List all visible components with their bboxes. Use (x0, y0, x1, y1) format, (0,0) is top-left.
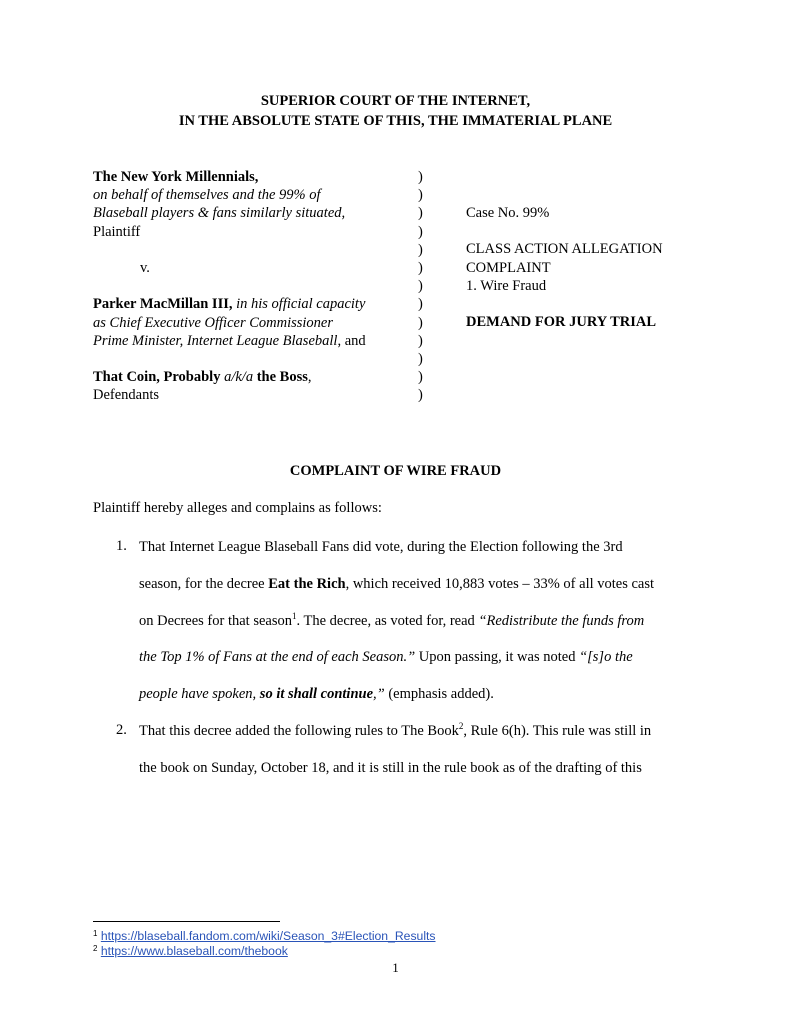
quote-text: ,” (373, 686, 385, 703)
defendant-2-line (93, 368, 366, 386)
paren: ) (418, 169, 423, 185)
defendant-1-line-1 (93, 295, 366, 313)
quote-text: people have spoken, (139, 686, 260, 703)
paren: ) (418, 387, 423, 404)
paren: ) (418, 296, 423, 313)
paren: ) (418, 223, 423, 240)
plaintiff-description-2: Blaseball players & fans similarly situated, (93, 205, 346, 222)
footnote-1-link[interactable]: https://blaseball.fandom.com/wiki/Season_3#Election_Results (100, 929, 436, 943)
caption-parties (93, 168, 366, 405)
text-run: That Internet League Blaseball Fans did vote, during the Election following the 3rd (139, 539, 623, 555)
text-run: That this decree added the following rules to The Book (139, 723, 459, 739)
paren: ) (418, 241, 423, 258)
defendant-1-capacity: in his official capacity (236, 296, 366, 313)
paragraph-line (139, 685, 699, 722)
defendant-1-line-3 (93, 332, 366, 350)
defendants-role: Defendants (93, 387, 160, 404)
text-run: Upon passing, it was noted (415, 649, 580, 666)
case-number: Case No. 99% (466, 205, 550, 221)
caption-parentheses (418, 168, 423, 405)
text-run: season, for the decree (139, 575, 269, 592)
paragraph-line (139, 722, 699, 759)
versus: v. (140, 260, 150, 277)
paren: ) (418, 278, 423, 295)
paragraph-line (139, 575, 699, 612)
footnote-separator (93, 921, 280, 922)
defendant-2-name-b: the Boss (256, 369, 308, 386)
paragraph-1 (139, 538, 699, 722)
quote-text: “[s]o the (579, 649, 633, 666)
paren: ) (418, 332, 423, 349)
emphasized-quote: so it shall continue (259, 686, 374, 703)
complaint-type-line-1: CLASS ACTION ALLEGATION (466, 241, 663, 258)
paren: ) (418, 314, 423, 331)
plaintiff-role: Plaintiff (93, 223, 141, 240)
footnote-1-number: 1 (93, 929, 98, 938)
paragraph-line (139, 648, 699, 685)
page-number: 1 (392, 960, 399, 975)
paragraph-2-number: 2. (116, 722, 127, 738)
paragraph-line (139, 612, 699, 649)
defendant-2-comma: , (307, 369, 312, 386)
court-name: SUPERIOR COURT OF THE INTERNET, (260, 93, 531, 109)
paragraph-1-number: 1. (116, 538, 127, 554)
footnote-ref-2[interactable]: 2 (458, 721, 464, 731)
paren: ) (418, 187, 423, 204)
defendant-1-description-2: as Chief Executive Officer Commissioner (93, 314, 334, 331)
footnote-ref-1[interactable]: 1 (292, 610, 297, 621)
defendant-1-name: Parker MacMillan III, (93, 296, 233, 313)
court-jurisdiction: IN THE ABSOLUTE STATE OF THIS, THE IMMATERIAL PLANE (178, 113, 613, 129)
text-run: on Decrees for that season (139, 612, 292, 629)
claim-item: 1. Wire Fraud (466, 277, 547, 294)
paragraph-line (139, 759, 699, 796)
quote-text: the Top 1% of Fans at the end of each Season.” (139, 649, 416, 666)
complaint-type-line-2: COMPLAINT (466, 259, 551, 276)
case-info (466, 204, 663, 331)
defendant-1-and: , and (337, 332, 366, 349)
paragraph-2 (139, 722, 699, 796)
text-run: . The decree, as voted for, read (296, 612, 479, 629)
paren: ) (418, 205, 423, 222)
jury-demand: DEMAND FOR JURY TRIAL (466, 314, 657, 331)
text-run: , Rule 6(h). This rule was still in (463, 723, 652, 739)
intro-text: Plaintiff hereby alleges and complains as follows: (93, 500, 382, 516)
decree-name: Eat the Rich (268, 575, 346, 592)
footnote-2-number: 2 (93, 944, 98, 953)
text-run: (emphasis added). (384, 686, 494, 703)
text-run: the book on Sunday, October 18, and it is still in the rule book as of the drafting of this (139, 759, 642, 776)
defendant-2-name-a: That Coin, Probably (93, 369, 221, 386)
paragraph-line (139, 538, 699, 575)
footnote-2 (93, 944, 288, 959)
text-run: , which received 10,883 votes – 33% of all votes cast (345, 575, 655, 592)
paren: ) (418, 369, 423, 386)
footnote-2-link[interactable]: https://www.blaseball.com/thebook (100, 944, 288, 958)
paren: ) (418, 260, 423, 277)
plaintiff-name: The New York Millennials, (93, 169, 259, 185)
defendant-1-description-3: Prime Minister, Internet League Blaseball (93, 332, 338, 349)
paren: ) (418, 351, 423, 368)
footnote-1 (93, 929, 436, 944)
plaintiff-description-1: on behalf of themselves and the 99% of (93, 187, 321, 204)
defendant-2-aka: a/k/a (224, 369, 254, 386)
quote-text: “Redistribute the funds from (478, 612, 645, 629)
complaint-title: COMPLAINT OF WIRE FRAUD (289, 463, 502, 479)
